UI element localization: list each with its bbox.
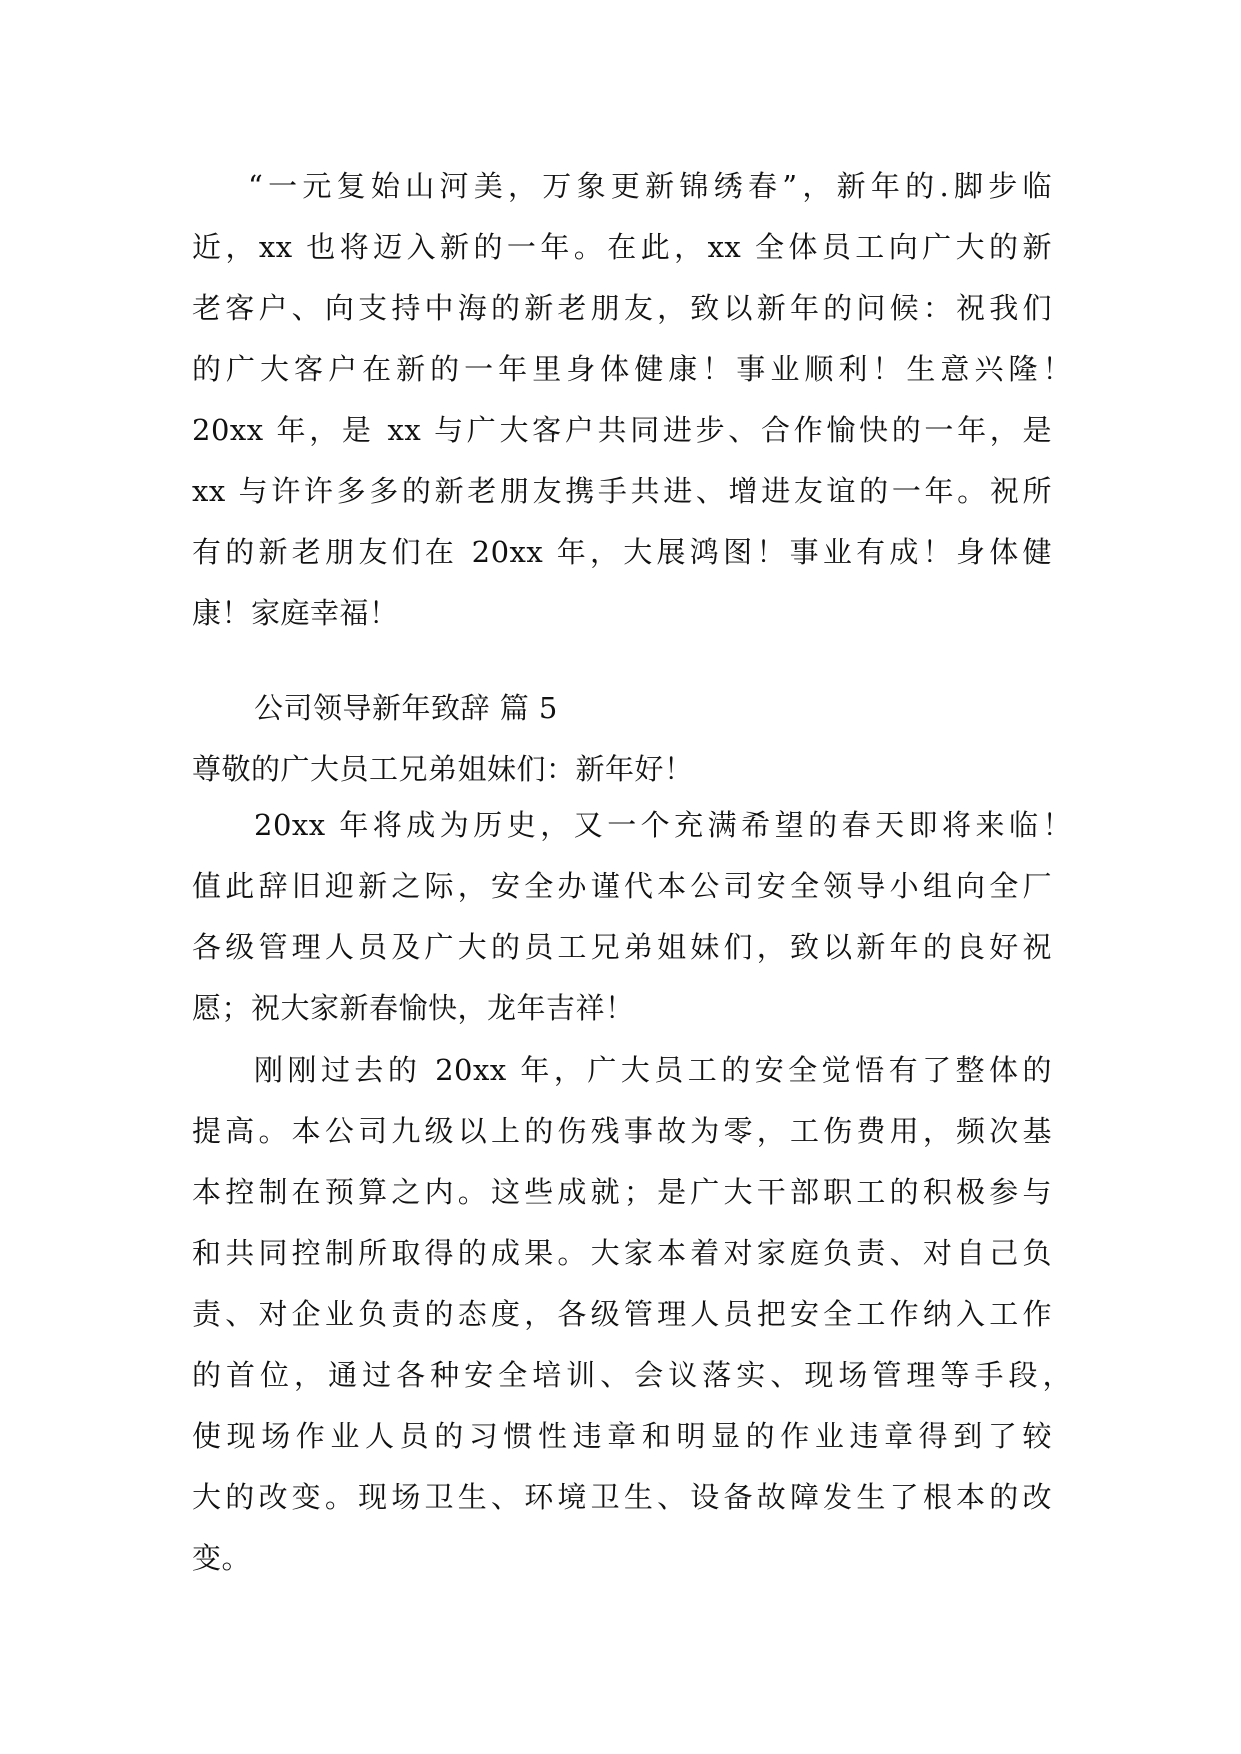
paragraph-line: 本控制在预算之内。这些成就；是广大干部职工的积极参与 [192, 1175, 1052, 1209]
paragraph-line: 老客户、向支持中海的新老朋友，致以新年的问候：祝我们 [192, 291, 1052, 325]
paragraph-line: 刚刚过去的 20xx 年，广大员工的安全觉悟有了整体的 [254, 1053, 1052, 1087]
paragraph-line: 康！家庭幸福！ [192, 596, 399, 630]
paragraph-line: 值此辞旧迎新之际，安全办谨代本公司安全领导小组向全厂 [192, 869, 1052, 903]
paragraph-line: 愿；祝大家新春愉快，龙年吉祥！ [192, 991, 635, 1025]
paragraph-line: 有的新老朋友们在 20xx 年，大展鸿图！事业有成！身体健 [192, 535, 1052, 569]
salutation: 尊敬的广大员工兄弟姐妹们：新年好！ [192, 752, 694, 786]
paragraph-greeting [192, 156, 1072, 644]
paragraph-line: 变。 [192, 1541, 252, 1575]
paragraph-line: 使现场作业人员的习惯性违章和明显的作业违章得到了较 [192, 1419, 1052, 1453]
paragraph-line: 近，xx 也将迈入新的一年。在此，xx 全体员工向广大的新 [192, 230, 1052, 264]
paragraph-line: 的首位，通过各种安全培训、会议落实、现场管理等手段， [192, 1358, 1072, 1392]
paragraph-safety-review [192, 1040, 1072, 1589]
paragraph-line: 的广大客户在新的一年里身体健康！事业顺利！生意兴隆！ [192, 352, 1072, 386]
paragraph-line: “一元复始山河美，万象更新锦绣春”，新年的.脚步临 [248, 169, 1052, 203]
paragraph-line: xx 与许许多多的新老朋友携手共进、增进友谊的一年。祝所 [192, 474, 1052, 508]
paragraph-line: 20xx 年将成为历史，又一个充满希望的春天即将来临！ [254, 808, 1072, 842]
paragraph-line: 提高。本公司九级以上的伤残事故为零，工伤费用，频次基 [192, 1114, 1052, 1148]
paragraph-line: 大的改变。现场卫生、环境卫生、设备故障发生了根本的改 [192, 1480, 1052, 1514]
paragraph-line: 和共同控制所取得的成果。大家本着对家庭负责、对自己负 [192, 1236, 1052, 1270]
paragraph-line: 责、对企业负责的态度，各级管理人员把安全工作纳入工作 [192, 1297, 1052, 1331]
paragraph-line: 20xx 年，是 xx 与广大客户共同进步、合作愉快的一年，是 [192, 413, 1052, 447]
paragraph-line: 各级管理人员及广大的员工兄弟姐妹们，致以新年的良好祝 [192, 930, 1052, 964]
section-title: 公司领导新年致辞 篇 5 [254, 691, 558, 725]
paragraph-new-year-wishes [192, 795, 1072, 1039]
